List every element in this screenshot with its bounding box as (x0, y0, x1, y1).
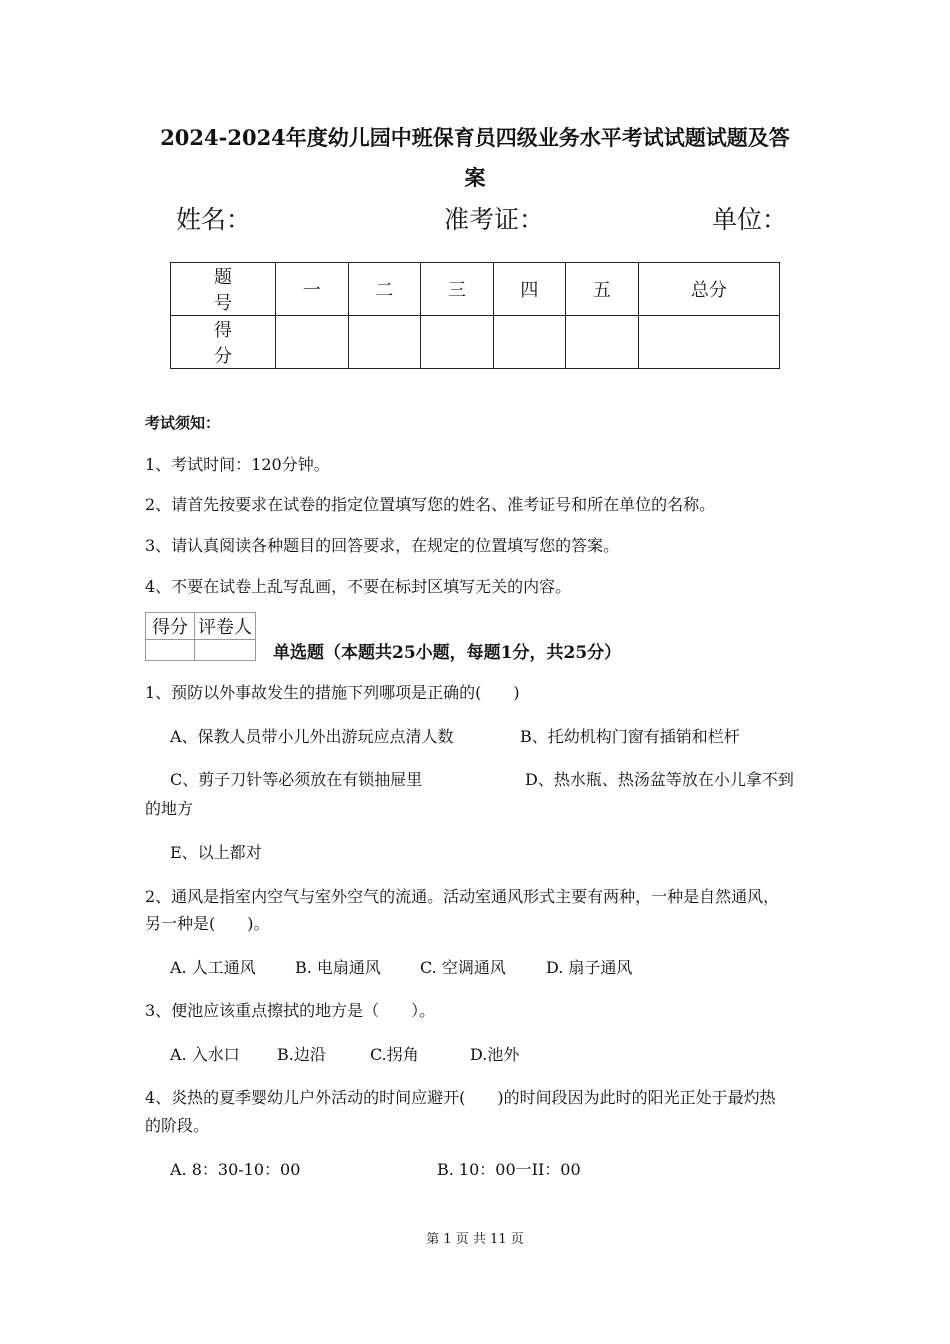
q1-option-b: B、托幼机构门窗有插销和栏杆 (520, 727, 740, 746)
document-title (130, 118, 820, 198)
header-cell-1: 一 (276, 263, 349, 316)
exam-id-field-label: 准考证： (444, 205, 545, 234)
score-cell-3[interactable] (421, 316, 494, 369)
q1-option-a: A、保教人员带小儿外出游玩应点清人数 (170, 727, 454, 746)
q1-option-d-cont: 的地方 (145, 799, 194, 818)
grader-reviewer-cell[interactable] (195, 640, 256, 661)
notice-item-2: 2、请首先按要求在试卷的指定位置填写您的姓名、准考证号和所在单位的名称。 (145, 495, 716, 514)
q1-option-e: E、以上都对 (170, 843, 262, 862)
notice-heading: 考试须知： (145, 414, 221, 432)
header-cell-2: 二 (348, 263, 421, 316)
candidate-fields (0, 200, 950, 240)
q1-stem: 1、预防以外事故发生的措施下列哪项是正确的( ) (145, 683, 520, 702)
header-cell-5: 五 (566, 263, 639, 316)
q2-stem-line-2: 另一种是( )。 (145, 914, 270, 933)
page-footer: 第 1 页 共 11 页 (426, 1232, 524, 1247)
score-table-header-row (171, 263, 780, 316)
header-cell-3: 三 (421, 263, 494, 316)
header-cell-total: 总分 (638, 263, 779, 316)
name-field-label: 姓名： (176, 205, 252, 234)
title-line-2: 案 (464, 165, 486, 190)
notice-item-3: 3、请认真阅读各种题目的回答要求，在规定的位置填写您的答案。 (145, 536, 620, 555)
q2-stem-line-1: 2、通风是指室内空气与室外空气的流通。活动室通风形式主要有两种，一种是自然通风， (145, 887, 780, 906)
score-cell-4[interactable] (493, 316, 566, 369)
q2-option-a: A. 人工通风 (170, 958, 256, 977)
score-row-label: 得 分 (171, 316, 276, 369)
unit-field-label: 单位： (712, 205, 788, 234)
q3-option-a: A. 入水口 (170, 1045, 240, 1064)
q3-stem: 3、便池应该重点擦拭的地方是（ ）。 (145, 1001, 436, 1020)
q2-option-d: D. 扇子通风 (546, 958, 633, 977)
notice-item-1: 1、考试时间：120分钟。 (145, 455, 330, 474)
score-table-score-row (171, 316, 780, 369)
q4-option-b: B. 10：00一II：00 (437, 1160, 581, 1179)
score-cell-total[interactable] (638, 316, 779, 369)
q1-option-d: D、热水瓶、热汤盆等放在小儿拿不到 (525, 770, 794, 789)
q3-option-d: D.池外 (470, 1045, 520, 1064)
q4-stem-line-1: 4、炎热的夏季婴幼儿户外活动的时间应避开( )的时间段因为此时的阳光正处于最灼热 (145, 1088, 776, 1107)
grader-score-cell[interactable] (146, 640, 195, 661)
section-title: 单选题（本题共25小题，每题1分，共25分） (273, 643, 622, 663)
grader-reviewer-label: 评卷人 (195, 613, 256, 640)
q1-option-c: C、剪子刀针等必须放在有锁抽屉里 (170, 770, 423, 789)
notice-item-4: 4、不要在试卷上乱写乱画，不要在标封区填写无关的内容。 (145, 577, 572, 596)
q2-option-b: B. 电扇通风 (295, 958, 381, 977)
q4-stem-line-2: 的阶段。 (145, 1116, 210, 1135)
header-cell-question-no: 题 号 (171, 263, 276, 316)
grader-table (145, 612, 256, 661)
q3-option-c: C.拐角 (370, 1045, 419, 1064)
score-cell-1[interactable] (276, 316, 349, 369)
score-cell-2[interactable] (348, 316, 421, 369)
q3-option-b: B.边沿 (277, 1045, 326, 1064)
header-cell-4: 四 (493, 263, 566, 316)
grader-score-label: 得分 (146, 613, 195, 640)
q4-option-a: A. 8：30-10：00 (170, 1160, 301, 1179)
q2-option-c: C. 空调通风 (420, 958, 506, 977)
score-table (170, 262, 780, 369)
title-line-1: 2024-2024年度幼儿园中班保育员四级业务水平考试试题试题及答 (160, 125, 790, 150)
score-cell-5[interactable] (566, 316, 639, 369)
